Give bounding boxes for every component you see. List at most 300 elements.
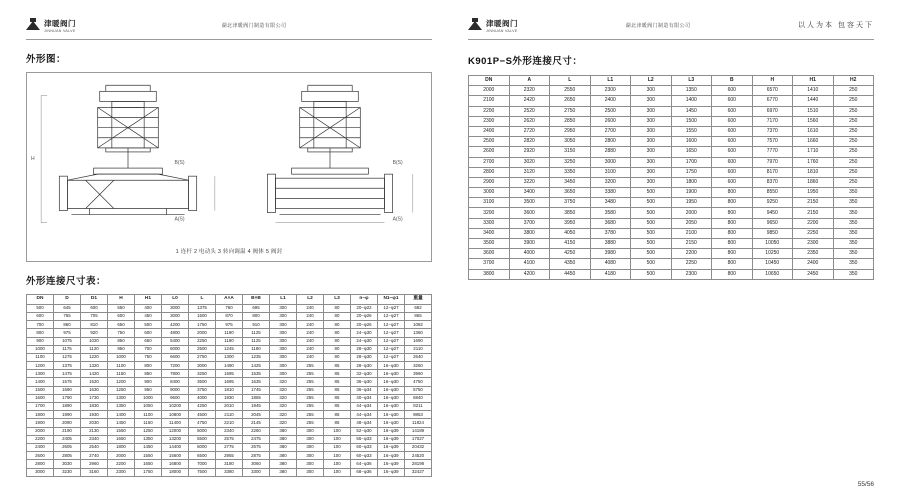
table-cell: 1810	[216, 386, 243, 394]
table-cell: 2000	[469, 86, 510, 96]
table-cell: 975	[216, 321, 243, 329]
svg-text:A(S): A(S)	[392, 216, 403, 223]
table-cell: 3350	[550, 167, 591, 177]
table-cell: 870	[216, 312, 243, 320]
left-table-col-header: H	[108, 295, 135, 305]
table-cell: 1450	[108, 419, 135, 427]
table-cell: 20−φ26	[351, 321, 378, 329]
table-cell: 3020	[509, 157, 550, 167]
table-cell: 3750	[550, 198, 591, 208]
table-cell: 1550	[671, 126, 712, 136]
table-cell: 85	[324, 362, 351, 370]
table-cell: 12−φ27	[378, 321, 405, 329]
table-cell: 500	[631, 208, 672, 218]
table-cell: 1930	[81, 411, 108, 419]
left-table-col-header: L2	[297, 295, 324, 305]
table-cell: 700	[135, 345, 162, 353]
table-cell: 12−φ27	[378, 337, 405, 345]
table-cell: 865	[405, 312, 432, 320]
table-cell: 2520	[509, 106, 550, 116]
table-cell: 4180	[590, 269, 631, 279]
table-cell: 1120	[81, 345, 108, 353]
table-cell: 600	[712, 116, 753, 126]
table-cell: 380	[270, 427, 297, 435]
table-cell: 300	[270, 353, 297, 361]
right-table-col-header: A	[509, 76, 550, 86]
table-cell: 1410	[793, 86, 834, 96]
table-cell: 1000	[135, 394, 162, 402]
table-cell: 2320	[509, 86, 550, 96]
table-cell: 12−φ27	[378, 345, 405, 353]
table-cell: 85	[324, 419, 351, 427]
table-cell: 3580	[590, 208, 631, 218]
table-cell: 3980	[590, 249, 631, 259]
table-cell: 24520	[405, 452, 432, 460]
table-cell: 255	[297, 394, 324, 402]
table-cell: 2805	[54, 452, 81, 460]
table-cell: 240	[297, 312, 324, 320]
table-cell: 2775	[216, 443, 243, 451]
table-cell: 350	[833, 239, 874, 249]
table-row	[469, 188, 874, 198]
left-page-header	[26, 14, 432, 40]
table-cell: 1250	[108, 386, 135, 394]
table-cell: 1550	[108, 427, 135, 435]
table-cell: 300	[270, 362, 297, 370]
table-cell: 12−φ27	[378, 312, 405, 320]
table-cell: 2405	[54, 435, 81, 443]
table-cell: 11400	[162, 419, 189, 427]
table-cell: 2880	[590, 147, 631, 157]
table-cell: 3800	[469, 269, 510, 279]
table-cell: 16−φ30	[378, 378, 405, 386]
table-cell: 255	[297, 370, 324, 378]
table-cell: 2300	[108, 468, 135, 476]
left-table-col-header: D	[54, 295, 81, 305]
table-row	[27, 435, 432, 443]
table-cell: 2200	[793, 218, 834, 228]
table-row	[469, 157, 874, 167]
table-cell: 1790	[54, 394, 81, 402]
table-cell: 60−φ33	[351, 443, 378, 451]
right-table-col-header: DN	[469, 76, 510, 86]
table-cell: 3300	[469, 218, 510, 228]
table-cell: 7370	[752, 126, 793, 136]
table-cell: 2450	[793, 269, 834, 279]
page-number: 55/56	[857, 481, 874, 488]
table-cell: 250	[833, 157, 874, 167]
table-cell: 1610	[793, 126, 834, 136]
table-cell: 28−φ30	[351, 362, 378, 370]
table-cell: 1710	[793, 147, 834, 157]
table-cell: 16−φ39	[378, 427, 405, 435]
table-cell: 300	[297, 460, 324, 468]
table-cell: 28−φ30	[351, 345, 378, 353]
table-cell: 2400	[793, 259, 834, 269]
table-cell: 4150	[550, 239, 591, 249]
table-row	[469, 106, 874, 116]
table-cell: 920	[81, 329, 108, 337]
table-cell: 9250	[752, 198, 793, 208]
table-cell: 1350	[108, 403, 135, 411]
table-cell: 350	[833, 218, 874, 228]
table-cell: 2150	[671, 239, 712, 249]
table-cell: 5000	[189, 427, 216, 435]
table-cell: 600	[712, 96, 753, 106]
table-row	[469, 249, 874, 259]
table-cell: 1695	[216, 378, 243, 386]
left-table-col-header: A×A	[216, 295, 243, 305]
table-cell: 4450	[550, 269, 591, 279]
table-cell: 1175	[54, 345, 81, 353]
table-cell: 500	[135, 321, 162, 329]
table-cell: 4800	[162, 329, 189, 337]
table-cell: 7970	[752, 157, 793, 167]
left-table-title: 外形连接尺寸表：	[26, 276, 107, 287]
table-cell: 2200	[27, 435, 54, 443]
table-cell: 300	[297, 468, 324, 476]
table-cell: 2600	[27, 452, 54, 460]
table-cell: 2600	[469, 147, 510, 157]
table-cell: 1930	[216, 394, 243, 402]
table-cell: 3000	[27, 468, 54, 476]
table-cell: 1275	[54, 353, 81, 361]
table-cell: 4000	[509, 249, 550, 259]
table-cell: 1400	[27, 378, 54, 386]
dimension-table-left	[26, 294, 432, 477]
table-cell: 3300	[243, 468, 270, 476]
table-cell: 1200	[108, 378, 135, 386]
table-cell: 300	[631, 167, 672, 177]
table-row	[469, 269, 874, 279]
table-cell: 1190	[216, 337, 243, 345]
company-logo	[26, 18, 76, 33]
table-cell: 1575	[54, 378, 81, 386]
table-cell: 1150	[135, 419, 162, 427]
table-cell: 4500	[189, 411, 216, 419]
table-cell: 240	[297, 304, 324, 312]
table-cell: 44−φ34	[351, 403, 378, 411]
table-cell: 3050	[550, 137, 591, 147]
table-cell: 10250	[752, 249, 793, 259]
table-cell: 800	[27, 329, 54, 337]
table-row	[27, 370, 432, 378]
table-cell: 1550	[135, 452, 162, 460]
logo-subname-right: JINNUAN VALVE	[486, 28, 518, 33]
table-cell: 3650	[550, 188, 591, 198]
table-cell: 1300	[27, 370, 54, 378]
table-cell: 600	[27, 312, 54, 320]
table-cell: 1360	[405, 329, 432, 337]
table-cell: 3950	[550, 218, 591, 228]
table-cell: 24−φ30	[351, 329, 378, 337]
table-cell: 975	[54, 329, 81, 337]
table-cell: 3400	[469, 228, 510, 238]
table-cell: 1100	[135, 411, 162, 419]
table-cell: 1475	[54, 370, 81, 378]
table-cell: 250	[833, 177, 874, 187]
table-cell: 3680	[590, 218, 631, 228]
table-row	[27, 337, 432, 345]
table-cell: 800	[712, 208, 753, 218]
table-cell: 1945	[243, 403, 270, 411]
table-cell: 28198	[405, 460, 432, 468]
table-cell: 85	[324, 370, 351, 378]
table-cell: 950	[108, 345, 135, 353]
table-cell: 1082	[405, 321, 432, 329]
right-table-col-header: L2	[631, 76, 672, 86]
table-cell: 80	[324, 312, 351, 320]
svg-text:H: H	[31, 156, 35, 163]
table-cell: 8370	[752, 177, 793, 187]
table-cell: 550	[108, 304, 135, 312]
table-cell: 750	[108, 329, 135, 337]
table-cell: 320	[270, 378, 297, 386]
table-cell: 320	[270, 411, 297, 419]
table-cell: 240	[297, 329, 324, 337]
table-cell: 300	[631, 157, 672, 167]
table-cell: 2500	[469, 137, 510, 147]
table-row	[469, 228, 874, 238]
table-cell: 860	[54, 321, 81, 329]
table-cell: 1950	[671, 198, 712, 208]
table-cell: 1350	[135, 435, 162, 443]
table-row	[27, 394, 432, 402]
table-row	[469, 96, 874, 106]
table-cell: 2045	[243, 411, 270, 419]
table-cell: 80	[324, 337, 351, 345]
table-cell: 40−φ34	[351, 394, 378, 402]
table-cell: 350	[833, 249, 874, 259]
table-cell: 2740	[81, 452, 108, 460]
table-cell: 85	[324, 394, 351, 402]
table-cell: 100	[324, 443, 351, 451]
table-cell: 2250	[671, 259, 712, 269]
table-cell: 255	[297, 419, 324, 427]
right-table-col-header: B	[712, 76, 753, 86]
table-cell: 6970	[752, 106, 793, 116]
table-row	[469, 147, 874, 157]
right-page-header	[468, 14, 874, 40]
table-cell: 900	[27, 337, 54, 345]
left-table-col-header: n−φ	[351, 295, 378, 305]
table-row	[469, 259, 874, 269]
table-cell: 16−φ30	[378, 403, 405, 411]
left-table-col-header: L1	[270, 295, 297, 305]
table-cell: 750	[135, 353, 162, 361]
table-cell: 85	[324, 386, 351, 394]
table-cell: 3480	[590, 198, 631, 208]
table-cell: 2960	[81, 460, 108, 468]
table-cell: 1600	[27, 394, 54, 402]
table-cell: 85	[324, 403, 351, 411]
table-row	[27, 353, 432, 361]
table-cell: 2675	[243, 443, 270, 451]
table-cell: 6570	[752, 86, 793, 96]
table-cell: 2800	[27, 460, 54, 468]
table-cell: 3200	[590, 177, 631, 187]
table-cell: 300	[631, 106, 672, 116]
table-cell: 1000	[27, 345, 54, 353]
table-cell: 2100	[469, 96, 510, 106]
table-cell: 3880	[590, 239, 631, 249]
table-cell: 2100	[671, 228, 712, 238]
table-cell: 1635	[243, 378, 270, 386]
table-cell: 1700	[27, 403, 54, 411]
table-cell: 13200	[162, 435, 189, 443]
table-cell: 2500	[590, 106, 631, 116]
table-cell: 910	[243, 321, 270, 329]
table-cell: 2110	[216, 411, 243, 419]
table-cell: 2030	[81, 419, 108, 427]
table-cell: 80	[324, 353, 351, 361]
table-cell: 1500	[27, 386, 54, 394]
table-cell: 3600	[509, 208, 550, 218]
table-cell: 1050	[135, 403, 162, 411]
table-cell: 2300	[469, 116, 510, 126]
table-cell: 2500	[189, 345, 216, 353]
left-table-col-header: 重量	[405, 295, 432, 305]
table-cell: 1990	[54, 411, 81, 419]
company-name-right: 湖北津暖阀门制造有限公司	[625, 22, 691, 29]
table-cell: 32427	[405, 468, 432, 476]
table-cell: 1125	[243, 329, 270, 337]
table-cell: 2700	[590, 126, 631, 136]
table-row	[27, 321, 432, 329]
table-cell: 36−φ34	[351, 386, 378, 394]
table-cell: 3400	[509, 188, 550, 198]
table-cell: 3220	[509, 177, 550, 187]
table-cell: 300	[631, 126, 672, 136]
table-cell: 5500	[189, 435, 216, 443]
table-cell: 7800	[162, 370, 189, 378]
table-cell: 500	[631, 218, 672, 228]
table-cell: 12−φ27	[378, 304, 405, 312]
table-cell: 500	[631, 269, 672, 279]
table-cell: 2620	[509, 116, 550, 126]
table-cell: 800	[712, 259, 753, 269]
table-cell: 9600	[162, 394, 189, 402]
drawing-section-title: 外形图：	[26, 54, 67, 65]
table-cell: 3780	[590, 228, 631, 238]
table-cell: 250	[833, 147, 874, 157]
table-cell: 68−φ36	[351, 468, 378, 476]
table-cell: 300	[631, 96, 672, 106]
table-cell: 1950	[793, 188, 834, 198]
logo-mark-icon-right	[468, 18, 482, 32]
table-cell: 1300	[108, 394, 135, 402]
table-row	[469, 198, 874, 208]
table-cell: 20−φ26	[351, 312, 378, 320]
table-cell: 250	[833, 137, 874, 147]
table-cell: 700	[27, 321, 54, 329]
table-cell: 600	[712, 167, 753, 177]
table-cell: 6600	[162, 353, 189, 361]
table-cell: 20−φ22	[351, 304, 378, 312]
table-cell: 3100	[590, 167, 631, 177]
table-cell: 350	[833, 198, 874, 208]
table-cell: 11824	[405, 419, 432, 427]
table-cell: 1450	[135, 443, 162, 451]
table-cell: 16−φ30	[378, 411, 405, 419]
table-cell: 1750	[671, 167, 712, 177]
svg-text:B(S): B(S)	[392, 160, 403, 167]
table-cell: 850	[135, 370, 162, 378]
table-cell: 500	[631, 239, 672, 249]
table-cell: 2475	[243, 435, 270, 443]
left-table-col-header: H1	[135, 295, 162, 305]
table-cell: 650	[135, 337, 162, 345]
table-cell: 3000	[590, 157, 631, 167]
table-cell: 300	[631, 137, 672, 147]
table-cell: 3180	[216, 460, 243, 468]
table-cell: 300	[270, 329, 297, 337]
drawing-box	[26, 72, 432, 262]
left-table-col-header: N1−φ1	[378, 295, 405, 305]
table-row	[27, 362, 432, 370]
table-cell: 36−φ30	[351, 378, 378, 386]
table-cell: 250	[833, 126, 874, 136]
dimension-table-right	[468, 75, 874, 280]
table-cell: 16−φ30	[378, 386, 405, 394]
table-cell: 380	[270, 460, 297, 468]
table-cell: 1560	[793, 116, 834, 126]
table-cell: 240	[297, 353, 324, 361]
table-cell: 2800	[469, 167, 510, 177]
table-cell: 12−φ27	[378, 353, 405, 361]
table-cell: 1690	[405, 337, 432, 345]
table-cell: 1235	[243, 353, 270, 361]
table-cell: 1750	[135, 468, 162, 476]
table-cell: 1690	[54, 386, 81, 394]
table-cell: 1800	[27, 411, 54, 419]
table-cell: 2300	[590, 86, 631, 96]
table-cell: 4050	[550, 228, 591, 238]
table-cell: 1810	[793, 167, 834, 177]
table-cell: 3100	[469, 198, 510, 208]
logo-name-right: 津暖阀门	[486, 18, 518, 28]
table-cell: 1800	[108, 443, 135, 451]
table-cell: 1510	[793, 106, 834, 116]
table-cell: 250	[833, 116, 874, 126]
table-cell: 1400	[671, 96, 712, 106]
table-cell: 12000	[162, 427, 189, 435]
drawing-right-figure	[229, 73, 431, 261]
table-cell: 600	[81, 304, 108, 312]
table-cell: 300	[270, 312, 297, 320]
table-cell: 14189	[405, 427, 432, 435]
table-cell: 3450	[550, 177, 591, 187]
table-cell: 4200	[162, 321, 189, 329]
table-cell: 755	[54, 312, 81, 320]
table-row	[27, 329, 432, 337]
table-cell: 240	[297, 321, 324, 329]
company-logo-right	[468, 18, 518, 33]
table-cell: 2200	[671, 249, 712, 259]
right-table-col-header: H2	[833, 76, 874, 86]
left-table-col-header: B×B	[243, 295, 270, 305]
table-cell: 4250	[189, 403, 216, 411]
table-cell: 3250	[550, 157, 591, 167]
table-cell: 100	[324, 452, 351, 460]
table-cell: 320	[270, 386, 297, 394]
table-cell: 600	[712, 157, 753, 167]
table-cell: 2400	[27, 443, 54, 451]
table-cell: 2350	[793, 249, 834, 259]
table-cell: 300	[631, 86, 672, 96]
table-cell: 1500	[671, 116, 712, 126]
table-cell: 3230	[54, 468, 81, 476]
